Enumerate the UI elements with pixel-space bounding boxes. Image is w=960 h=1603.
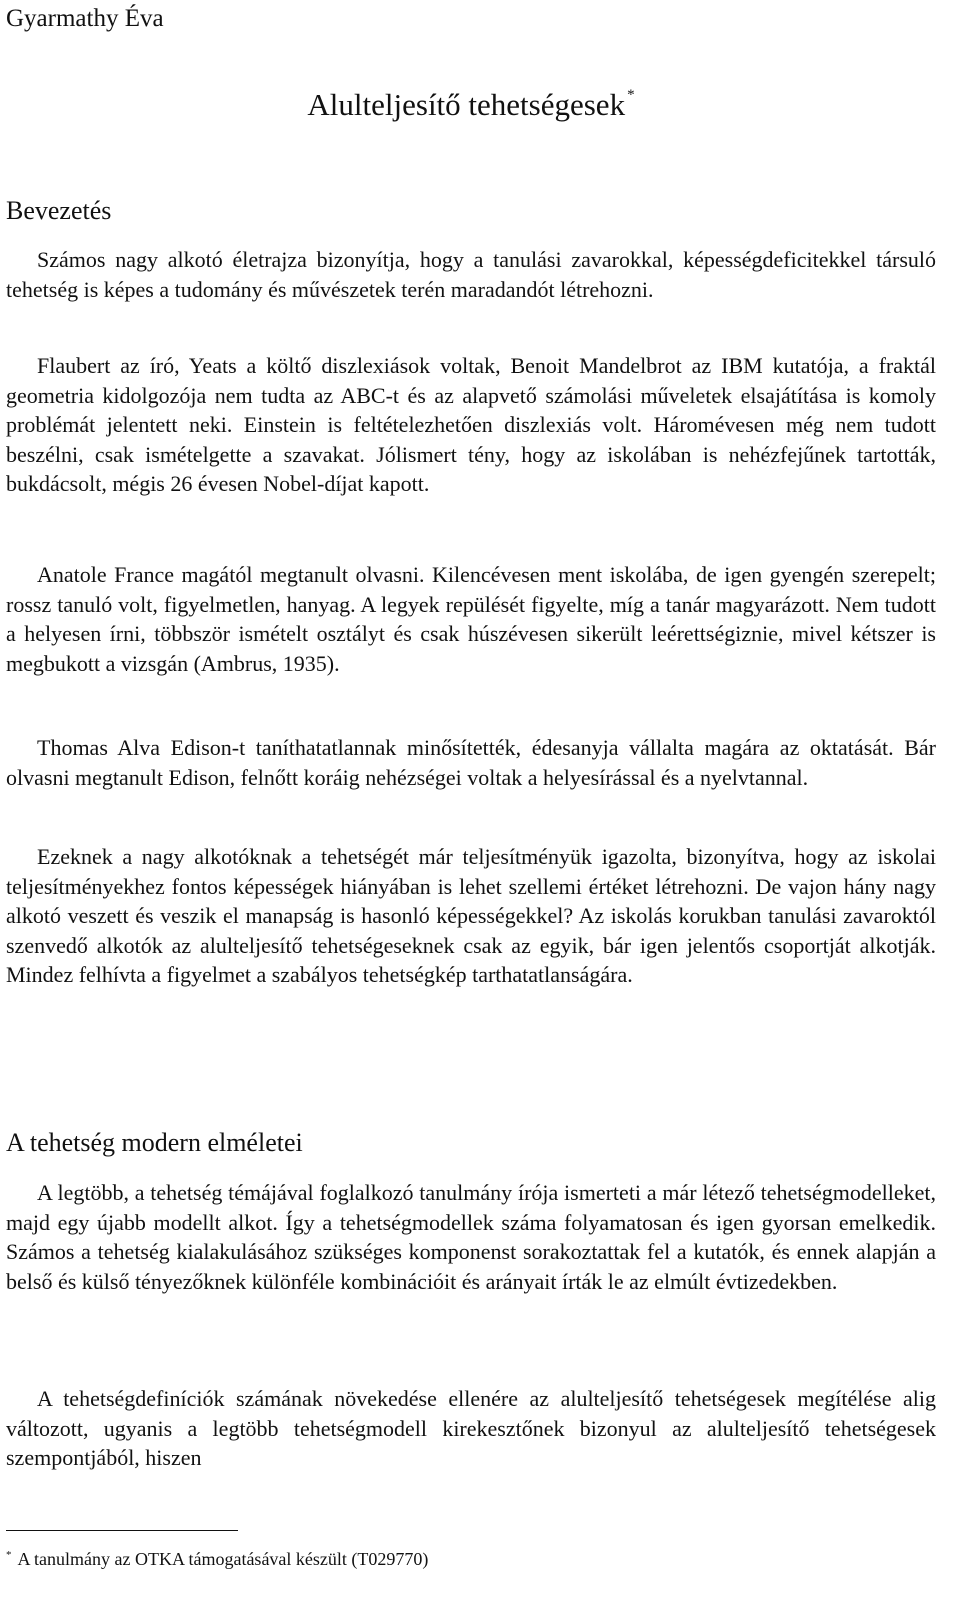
author-name: Gyarmathy Éva (6, 5, 164, 32)
footnote-mark: * (6, 1549, 12, 1561)
intro-paragraph-4: Thomas Alva Edison-t taníthatatlannak minősítették, édesanyja vállalta magára az oktatását. Bár olvasni megtanult Edison, felnőtt koráig nehézségei voltak a helyesírással és a nyelvtannal. (6, 735, 936, 790)
theory-paragraph-1: A legtöbb, a tehetség témájával foglalkozó tanulmány írója ismerteti a már létező tehetségmodelleket, majd egy újabb modellt alkot. Így a tehetségmodellek száma folyamatosan és igen gyorsan emelkedik. Számos a tehetség kialakulásához szükséges komponenst sorakoztattak fel a kutatók, és ennek alapján a belső és külső tényezőknek különféle kombinációit és arányait írták le az elmúlt évtizedekben. (6, 1180, 936, 1294)
intro-paragraph-3: Anatole France magától megtanult olvasni. Kilencévesen ment iskolába, de igen gyengén szerepelt; rossz tanuló volt, figyelmetlen, hanyag. A legyek repülését figyelte, míg a tanár magyarázott. Nem tudott a helyesen írni, többször ismételt osztályt és csak húszévesen sikerült leérettségiznie, mivel kétszer is megbukott a vizsgán (Ambrus, 1935). (6, 562, 936, 676)
title-text: Alulteljesítő tehetségesek (307, 87, 626, 122)
theory-paragraph-2: A tehetségdefiníciók számának növekedése ellenére az alulteljesítő tehetségesek megítélése alig változott, ugyanis a legtöbb tehetségmodell kirekesztőnek bizonyul az alulteljesítő tehetségesek szempontjából, hiszen (6, 1386, 936, 1471)
intro-paragraph-2: Flaubert az író, Yeats a költő diszlexiások voltak, Benoit Mandelbrot az IBM kutatója, a fraktál geometria kidolgozója nem tudta az ABC-t és az alapvető számolási műveletek elsajátítása is komoly problémát jelentett neki. Einstein is feltételezhetően diszlexiás volt. Háromévesen még nem tudott beszélni, csak ismételgette a szavakat. Jólismert tény, hogy az iskolában is nehézfejűnek tartották, bukdácsolt, mégis 26 évesen Nobel-díjat kapott. (6, 353, 936, 497)
document-title (6, 76, 936, 124)
footnote (6, 1543, 428, 1571)
section-heading-introduction: Bevezetés (6, 196, 112, 225)
section-heading-modern-theories: A tehetség modern elméletei (6, 1128, 303, 1157)
title-footnote-mark: * (627, 87, 635, 103)
intro-paragraph-1: Számos nagy alkotó életrajza bizonyítja, hogy a tanulási zavarokkal, képességdeficitekkel társuló tehetség is képes a tudomány és művészetek terén maradandót létrehozni. (6, 247, 936, 302)
intro-paragraph-5: Ezeknek a nagy alkotóknak a tehetségét már teljesítményük igazolta, bizonyítva, hogy az iskolai teljesítményekhez fontos képességek hiányában is lehet szellemi értéket létrehozni. De vajon hány nagy alkotó veszett és veszik el manapság is hasonló képességekkel? Az iskolás korukban tanulási zavaroktól szenvedő alkotók az alulteljesítő tehetségeseknek csak az egyik, bár igen jelentős csoportját alkotják. Mindez felhívta a figyelmet a szabályos tehetségkép tarthatatlanságára. (6, 844, 936, 988)
footnote-divider (6, 1530, 238, 1531)
footnote-text: A tanulmány az OTKA támogatásával készült (T029770) (17, 1549, 429, 1569)
